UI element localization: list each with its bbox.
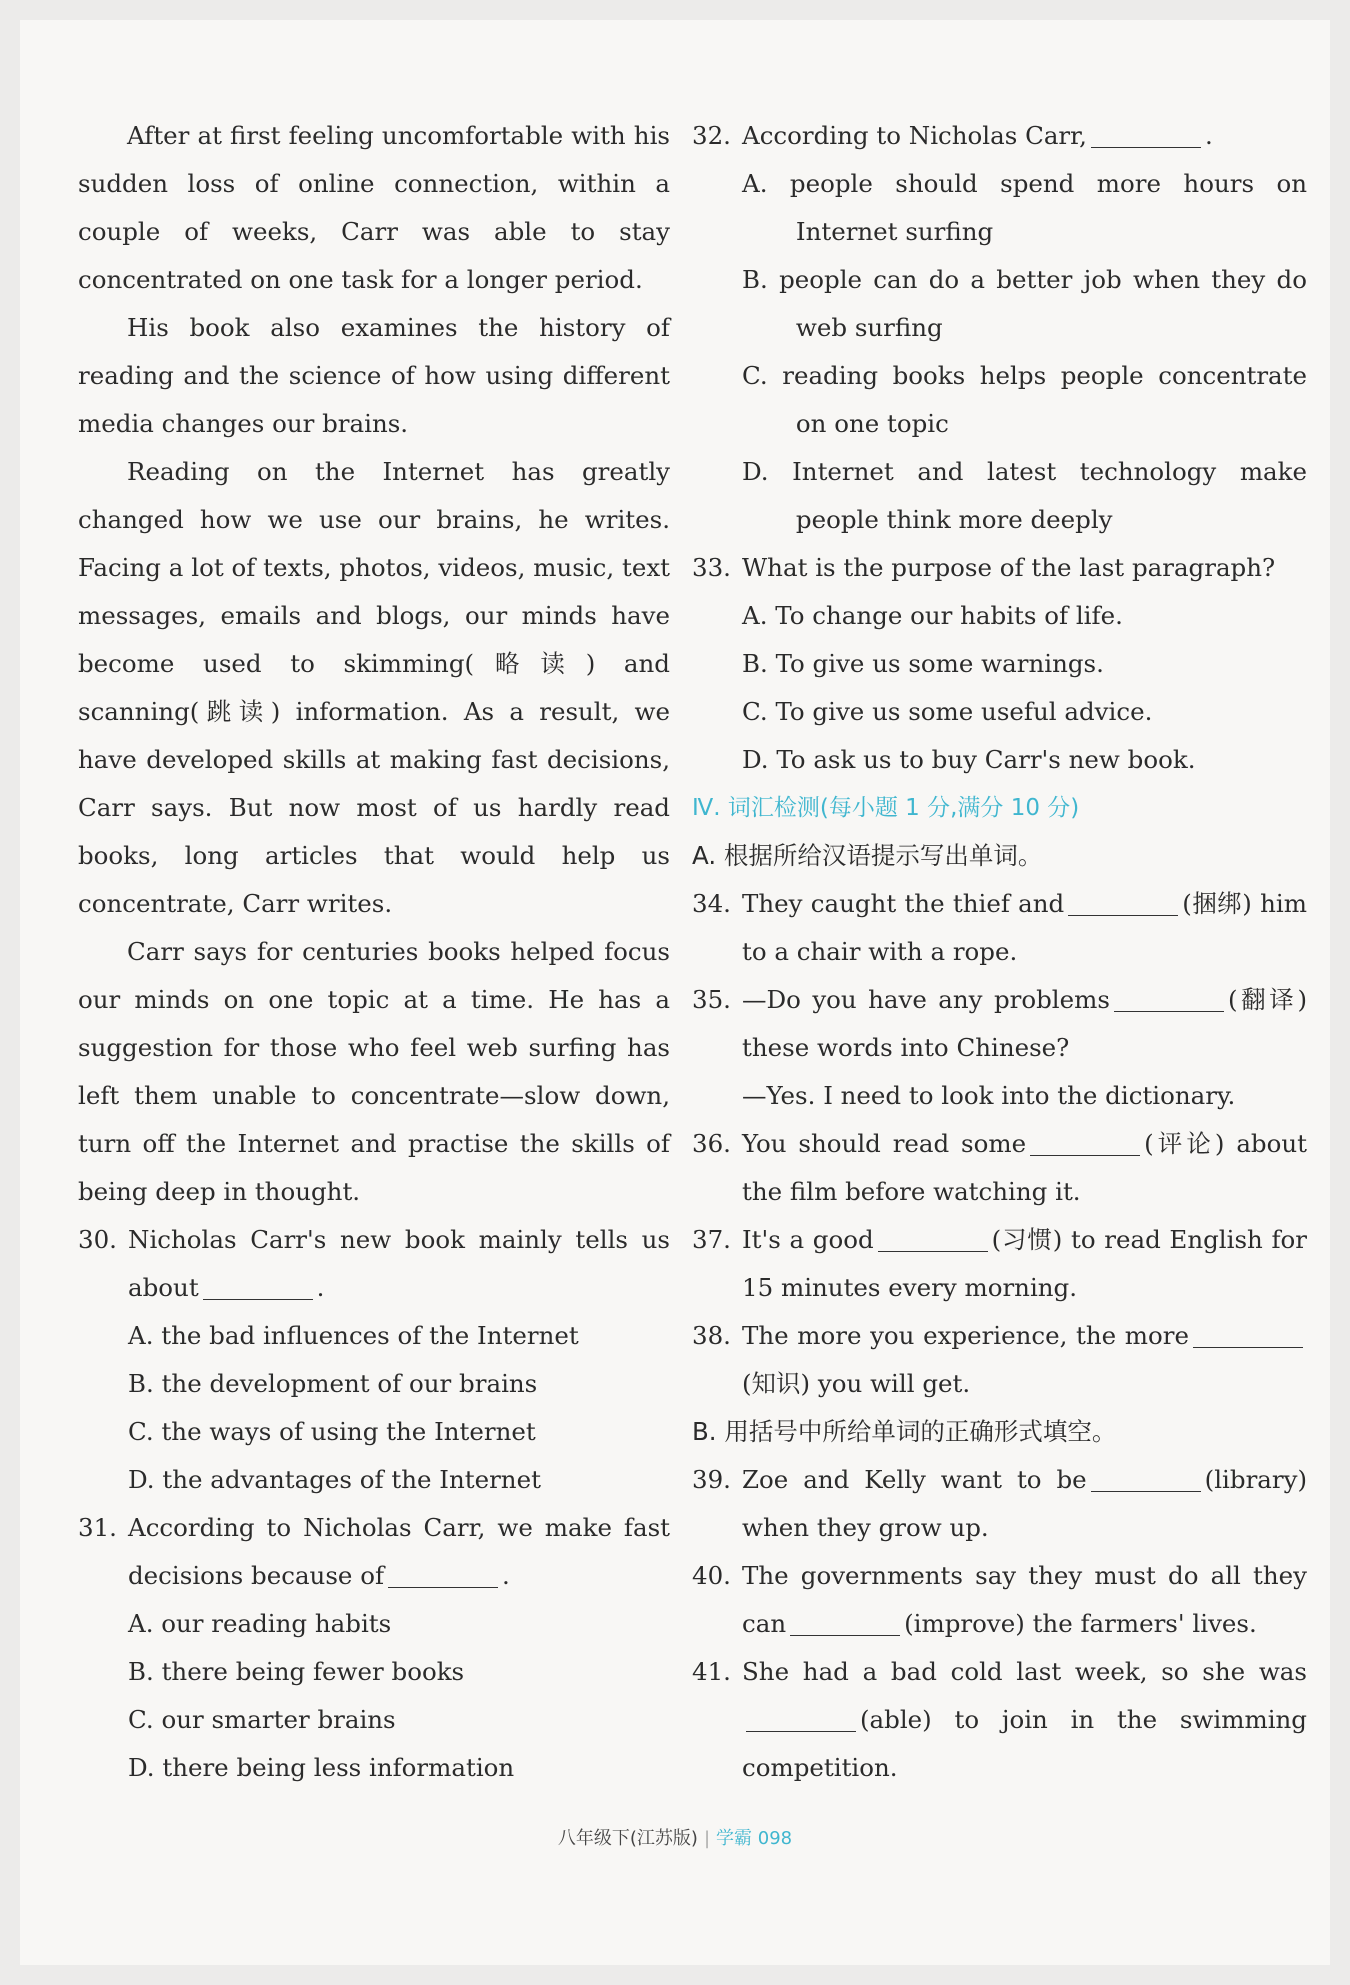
question-stem: They caught the thief and (742, 889, 1065, 918)
option-d[interactable]: D. Internet and latest technology make people think more deeply (742, 457, 1307, 534)
passage-paragraph: His book also examines the history of reading and the science of how using different media changes our brains. (78, 313, 670, 438)
option-c[interactable]: C. our smarter brains (128, 1705, 396, 1734)
answer-blank[interactable] (1114, 981, 1224, 1012)
question-number: 35. (692, 985, 731, 1014)
question-hint: (翻译) these words into Chinese? (742, 985, 1307, 1062)
answer-blank[interactable] (878, 1221, 988, 1252)
dialogue-reply: —Yes. I need to look into the dictionary. (742, 1081, 1236, 1110)
left-column (78, 112, 670, 1792)
option-c[interactable]: C. the ways of using the Internet (128, 1417, 536, 1446)
option-a[interactable]: A. To change our habits of life. (742, 601, 1123, 630)
answer-blank[interactable] (203, 1269, 313, 1300)
question-33 (692, 544, 1307, 784)
question-number: 41. (692, 1657, 731, 1686)
part-b-instruction: B. 用括号中所给单词的正确形式填空。 (692, 1417, 1117, 1446)
brand-label: 学霸 (716, 1828, 753, 1849)
question-30 (78, 1216, 670, 1504)
grade-label: 八年级下(江苏版) (557, 1828, 698, 1849)
question-number: 37. (692, 1225, 731, 1254)
option-c[interactable]: C. To give us some useful advice. (742, 697, 1153, 726)
question-number: 39. (692, 1465, 731, 1494)
page-number: 098 (757, 1828, 793, 1849)
option-d[interactable]: D. the advantages of the Internet (128, 1465, 541, 1494)
question-stem: The more you experience, the more (742, 1321, 1189, 1350)
vocab-question-35 (692, 976, 1307, 1072)
question-number: 33. (692, 553, 731, 582)
option-d[interactable]: D. To ask us to buy Carr's new book. (742, 745, 1196, 774)
option-b[interactable]: B. To give us some warnings. (742, 649, 1104, 678)
option-a[interactable]: A. people should spend more hours on Internet surfing (742, 169, 1307, 246)
question-number: 31. (78, 1513, 117, 1542)
vocab-question-38 (692, 1312, 1307, 1408)
question-32 (692, 112, 1307, 544)
question-stem-end: . (502, 1561, 510, 1590)
question-31 (78, 1504, 670, 1792)
option-a[interactable]: A. the bad influences of the Internet (128, 1321, 579, 1350)
option-b[interactable]: B. there being fewer books (128, 1657, 465, 1686)
vocab-question-34 (692, 880, 1307, 976)
vocab-question-37 (692, 1216, 1307, 1312)
question-hint: (able) to join in the swimming competition. (742, 1705, 1307, 1782)
answer-blank[interactable] (1193, 1317, 1303, 1348)
question-stem: It's a good (742, 1225, 874, 1254)
part-a-instruction: A. 根据所给汉语提示写出单词。 (692, 841, 1043, 870)
worksheet-page (20, 20, 1330, 1965)
question-stem: Nicholas Carr's new book mainly tells us about (128, 1225, 670, 1302)
question-hint: (library) when they grow up. (742, 1465, 1307, 1542)
question-number: 36. (692, 1129, 731, 1158)
question-number: 40. (692, 1561, 731, 1590)
question-hint: (习惯) to read English for 15 minutes every morning. (742, 1225, 1307, 1302)
option-a[interactable]: A. our reading habits (128, 1609, 392, 1638)
right-column (692, 112, 1307, 1792)
footer-separator: | (703, 1828, 711, 1849)
answer-blank[interactable] (746, 1701, 856, 1732)
answer-blank[interactable] (1091, 117, 1201, 148)
question-stem: She had a bad cold last week, so she was (742, 1657, 1307, 1686)
passage-paragraph: Carr says for centuries books helped focus our minds on one topic at a time. He has a suggestion for those who feel web surfing has left them unable to concentrate—slow down, turn off the Internet and practise the skills of being deep in thought. (78, 937, 670, 1206)
answer-blank[interactable] (1030, 1125, 1140, 1156)
answer-blank[interactable] (388, 1557, 498, 1588)
vocab-question-36 (692, 1120, 1307, 1216)
option-d[interactable]: D. there being less information (128, 1753, 515, 1782)
question-hint: (知识) you will get. (742, 1369, 971, 1398)
question-stem: You should read some (742, 1129, 1027, 1158)
question-stem: According to Nicholas Carr, (742, 121, 1087, 150)
question-number: 32. (692, 121, 731, 150)
section-title: Ⅳ. 词汇检测(每小题 1 分,满分 10 分) (692, 795, 1080, 821)
question-stem: According to Nicholas Carr, we make fast decisions because of (128, 1513, 670, 1590)
question-hint: (评论) about the film before watching it. (742, 1129, 1307, 1206)
question-stem: Zoe and Kelly want to be (742, 1465, 1087, 1494)
question-stem-end: . (316, 1273, 325, 1302)
question-stem-end: . (1204, 121, 1213, 150)
question-number: 30. (78, 1225, 117, 1254)
question-stem: —Do you have any problems (742, 985, 1110, 1014)
question-number: 34. (692, 889, 731, 918)
vocab-question-39 (692, 1456, 1307, 1552)
vocab-question-41 (692, 1648, 1307, 1792)
answer-blank[interactable] (1068, 885, 1178, 916)
option-c[interactable]: C. reading books helps people concentrate on one topic (742, 361, 1307, 438)
question-stem: What is the purpose of the last paragraph? (742, 553, 1276, 582)
option-b[interactable]: B. people can do a better job when they do web surfing (742, 265, 1307, 342)
vocab-question-40 (692, 1552, 1307, 1648)
page-footer (20, 1824, 1330, 1850)
option-b[interactable]: B. the development of our brains (128, 1369, 538, 1398)
question-stem: The governments say they must do all they can (742, 1561, 1307, 1638)
question-hint: (捆绑) him to a chair with a rope. (742, 889, 1307, 966)
answer-blank[interactable] (1091, 1461, 1201, 1492)
passage-paragraph: Reading on the Internet has greatly changed how we use our brains, he writes. Facing a lot of texts, photos, videos, music, text messages, emails and blogs, our minds have become used to skimming(略读) and scanning(跳读) information. As a result, we have developed skills at making fast decisions, Carr says. But now most of us hardly read books, long articles that would help us concentrate, Carr writes. (78, 457, 670, 918)
question-number: 38. (692, 1321, 731, 1350)
answer-blank[interactable] (790, 1605, 900, 1636)
passage-paragraph: After at first feeling uncomfortable with his sudden loss of online connection, within a couple of weeks, Carr was able to stay concentrated on one task for a longer period. (78, 121, 670, 294)
question-hint: (improve) the farmers' lives. (904, 1609, 1257, 1638)
